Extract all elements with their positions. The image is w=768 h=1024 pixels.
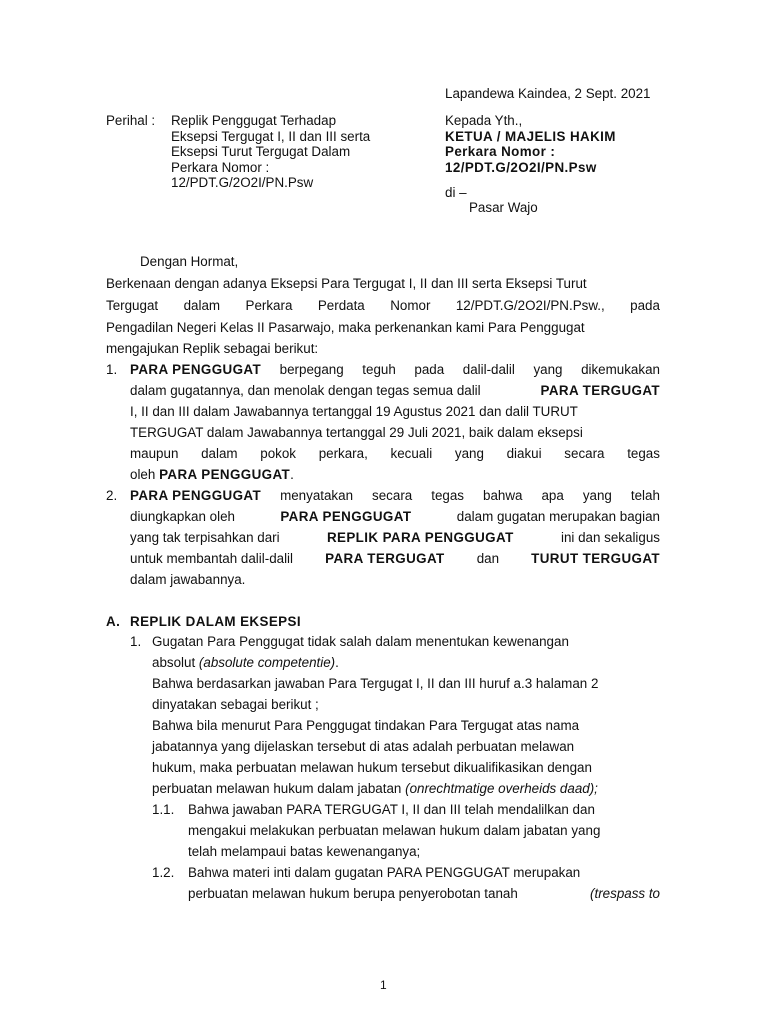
item-1-line: perbuatan melawan hukum dalam jabatan (onrechtmatige overheids daad); (152, 781, 598, 796)
point-1-line: I, II dan III dalam Jawabannya tertanggal 19 Agustus 2021 dan dalil TURUT (130, 404, 578, 419)
item-1-line: absolut (absolute competentie). (152, 655, 339, 670)
subitem-1-1-number: 1.1. (152, 802, 175, 817)
item-1-number: 1. (130, 634, 142, 649)
item-1-line: dinyatakan sebagai berikut ; (152, 697, 319, 712)
item-1-line: Bahwa bila menurut Para Penggugat tindakan Para Tergugat atas nama (152, 718, 580, 733)
subitem-1-1-line: mengakui melakukan perbuatan melawan hukum dalam jabatan yang (188, 823, 601, 838)
recipient-line: 12/PDT.G/2O2I/PN.Psw (445, 159, 597, 175)
place-date: Lapandewa Kaindea, 2 Sept. 2021 (445, 86, 651, 101)
section-a-letter: A. (106, 614, 121, 629)
item-1-line: jabatannya yang dijelaskan tersebut di atas adalah perbuatan melawan (152, 739, 575, 754)
subitem-1-2-number: 1.2. (152, 865, 175, 880)
perihal-line: Eksepsi Turut Tergugat Dalam (171, 144, 351, 159)
subitem-1-1-line: Bahwa jawaban PARA TERGUGAT I, II dan III telah mendalilkan dan (188, 802, 595, 817)
item-1-line: Gugatan Para Penggugat tidak salah dalam menentukan kewenangan (152, 634, 569, 649)
point-1-line: dalam gugatannya, dan menolak dengan tegas semua dalil PARA TERGUGAT (130, 383, 660, 398)
intro-line: mengajukan Replik sebagai berikut: (106, 341, 319, 356)
item-1-line: hukum, maka perbuatan melawan hukum tersebut dikualifikasikan dengan (152, 760, 592, 775)
point-2-line: dalam jawabannya. (130, 572, 246, 587)
greeting: Dengan Hormat, (140, 254, 239, 269)
perihal-line: Perkara Nomor : (171, 159, 270, 175)
section-a-heading: REPLIK DALAM EKSEPSI (130, 614, 301, 629)
point-2-line: yang tak terpisahkan dari REPLIK PARA PENGGUGAT ini dan sekaligus (130, 530, 660, 545)
kepada-yth: Kepada Yth., (445, 113, 523, 128)
recipient-line: Perkara Nomor : (445, 144, 556, 159)
intro-line: Berkenaan dengan adanya Eksepsi Para Tergugat I, II dan III serta Eksepsi Turut (106, 276, 587, 291)
point-2-line: diungkapkan oleh PARA PENGGUGAT dalam gugatan merupakan bagian (130, 509, 660, 524)
perihal-line: 12/PDT.G/2O2I/PN.Psw (171, 175, 314, 190)
intro-paragraph (106, 276, 660, 296)
di-label: di – (445, 185, 467, 200)
page-number: 1 (380, 978, 387, 992)
recipient-block (445, 113, 616, 175)
recipient-line: KETUA / MAJELIS HAKIM (445, 128, 616, 144)
perihal-text (171, 113, 370, 191)
intro-line: Tergugat dalam Perkara Perdata Nomor 12/PDT.G/2O2I/PN.Psw., pada (106, 298, 660, 313)
point-1-line: PARA PENGGUGAT berpegang teguh pada dalil-dalil yang dikemukakan (130, 362, 660, 377)
item-1-line: Bahwa berdasarkan jawaban Para Tergugat I, II dan III huruf a.3 halaman 2 (152, 676, 599, 691)
point-1-line: oleh PARA PENGGUGAT. (130, 467, 294, 482)
point-2-line: PARA PENGGUGAT menyatakan secara tegas bahwa apa yang telah (130, 488, 660, 503)
point-1-number: 1. (106, 362, 118, 377)
point-1-line: TERGUGAT dalam Jawabannya tertanggal 29 Juli 2021, baik dalam eksepsi (130, 425, 583, 440)
point-2-line: untuk membantah dalil-dalil PARA TERGUGAT dan TURUT TERGUGAT (130, 551, 660, 566)
perihal-line: Eksepsi Tergugat I, II dan III serta (171, 128, 371, 144)
point-1-line: maupun dalam pokok perkara, kecuali yang diakui secara tegas (130, 446, 660, 461)
city: Pasar Wajo (469, 200, 538, 215)
intro-line: Pengadilan Negeri Kelas II Pasarwajo, maka perkenankan kami Para Penggugat (106, 320, 585, 335)
point-2-number: 2. (106, 488, 118, 503)
perihal-label: Perihal : (106, 113, 156, 128)
subitem-1-2-line: perbuatan melawan hukum berupa penyerobotan tanah (trespass to (188, 886, 660, 901)
subitem-1-1-line: telah melampaui batas kewenanganya; (188, 844, 421, 859)
subitem-1-2-line: Bahwa materi inti dalam gugatan PARA PENGGUGAT merupakan (188, 865, 581, 880)
perihal-line: Replik Penggugat Terhadap (171, 113, 337, 128)
